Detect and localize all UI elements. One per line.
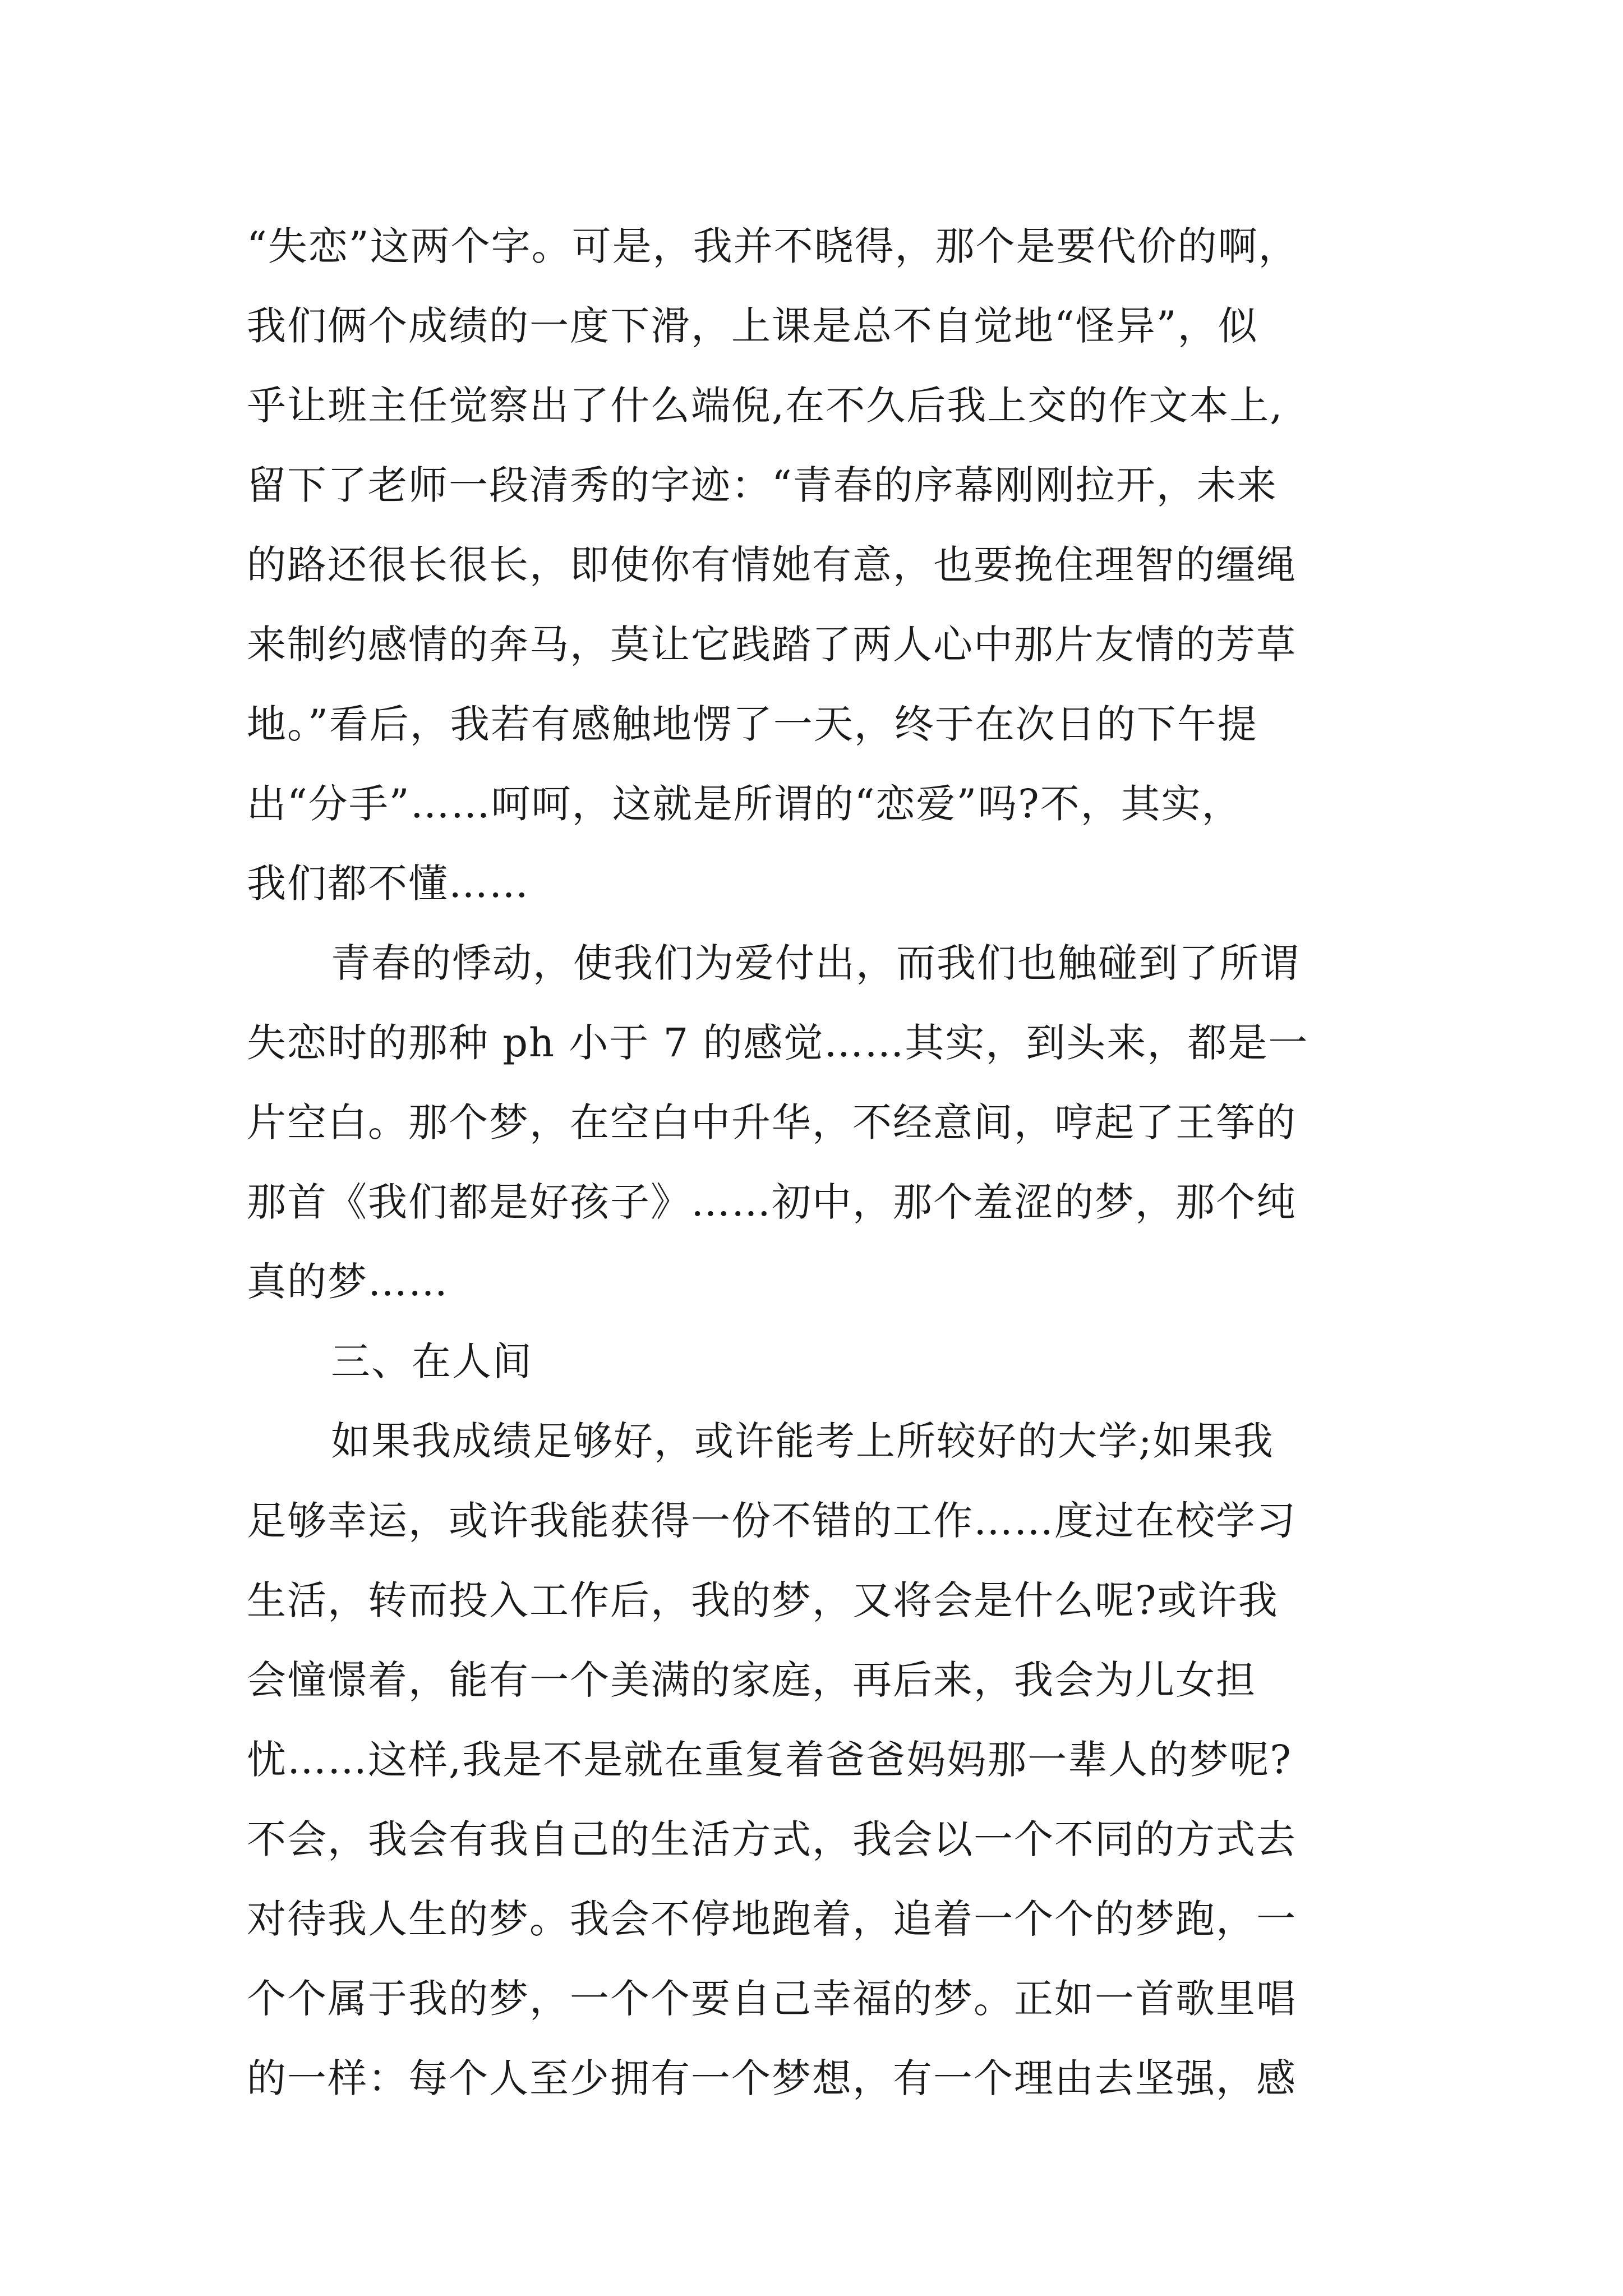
text-line: 生活，转而投入工作后，我的梦，又将会是什么呢?或许我: [247, 1577, 1279, 1623]
text-line: 出“分手”……呵呵，这就是所谓的“恋爱”吗?不，其实，: [247, 781, 1242, 827]
text-line: 那首《我们都是好孩子》……初中，那个羞涩的梦，那个纯: [247, 1179, 1297, 1225]
text-line: 来制约感情的奔马，莫让它践踏了两人心中那片友情的芳草: [247, 622, 1297, 668]
text-line: 片空白。那个梦，在空白中升华，不经意间，哼起了王筝的: [247, 1099, 1297, 1145]
text-line: 我们都不懂……: [247, 861, 529, 907]
text-line: 对待我人生的梦。我会不停地跑着，追着一个个的梦跑，一: [247, 1896, 1297, 1942]
paragraph-start-line: 青春的悸动，使我们为爱付出，而我们也触碰到了所谓: [331, 940, 1300, 986]
text-line: 地。”看后，我若有感触地愣了一天，终于在次日的下午提: [247, 701, 1258, 747]
text-line: 个个属于我的梦，一个个要自己幸福的梦。正如一首歌里唱: [247, 1976, 1297, 2022]
text-line: 足够幸运，或许我能获得一份不错的工作……度过在校学习: [247, 1498, 1297, 1544]
section-heading: 三、在人间: [331, 1338, 533, 1384]
text-line: 会憧憬着，能有一个美满的家庭，再后来，我会为儿女担: [247, 1657, 1256, 1703]
text-line: 我们俩个成绩的一度下滑，上课是总不自觉地“怪异”，似: [247, 303, 1258, 349]
text-line: 真的梦……: [247, 1259, 449, 1305]
paragraph-start-line: 如果我成绩足够好，或许能考上所较好的大学;如果我: [331, 1418, 1274, 1464]
text-line: 失恋时的那种 ph 小于 7 的感觉……其实，到头来，都是一: [247, 1020, 1309, 1066]
text-line: “失恋”这两个字。可是，我并不晓得，那个是要代价的啊，: [247, 223, 1299, 269]
text-line: 乎让班主任觉察出了什么端倪,在不久后我上交的作文本上,: [247, 383, 1284, 429]
text-line: 留下了老师一段清秀的字迹：“青春的序幕刚刚拉开，未来: [247, 462, 1278, 508]
body-text: [247, 206, 1441, 2118]
text-line: 的一样：每个人至少拥有一个梦想，有一个理由去坚强，感: [247, 2055, 1297, 2101]
text-line: 的路还很长很长，即使你有情她有意，也要挽住理智的缰绳: [247, 542, 1297, 588]
text-line: 忧……这样,我是不是就在重复着爸爸妈妈那一辈人的梦呢?: [247, 1737, 1292, 1783]
text-line: 不会，我会有我自己的生活方式，我会以一个不同的方式去: [247, 1816, 1297, 1862]
